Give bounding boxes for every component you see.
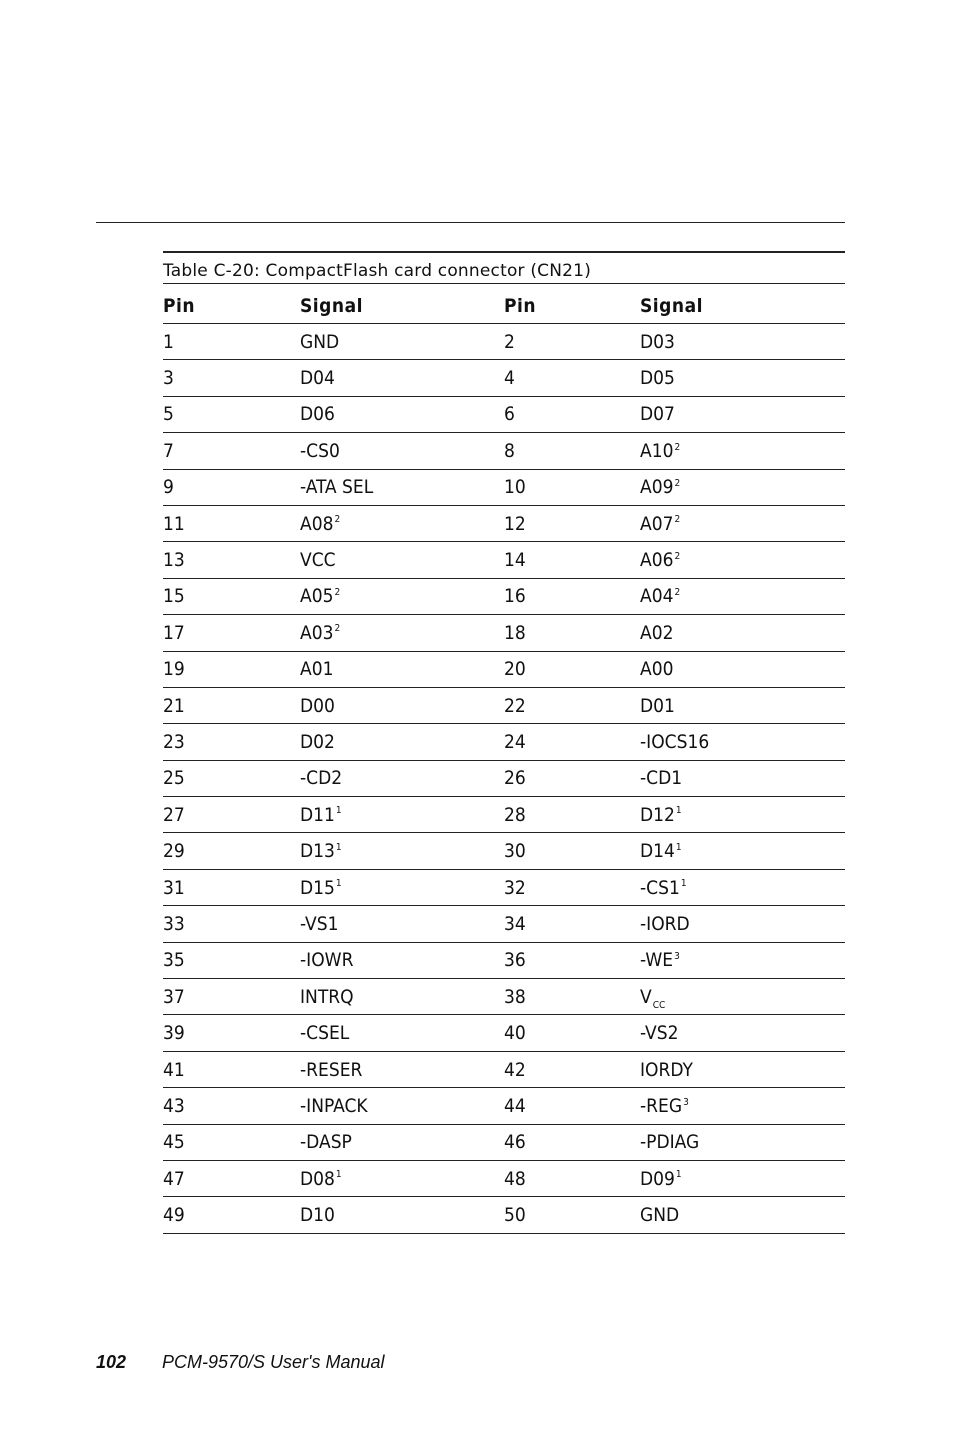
cell-text: D06	[300, 403, 335, 426]
cell-text: 13	[163, 549, 185, 572]
signal-name	[300, 731, 504, 753]
pin-number	[163, 877, 300, 899]
cell-text: A00	[640, 658, 674, 681]
cell-text: 12	[504, 512, 526, 535]
signal-name	[640, 440, 845, 462]
cell-text: 4	[504, 367, 515, 390]
cell-text: 18	[504, 621, 526, 644]
subscript: CC	[652, 999, 666, 1011]
cell-text: D15	[300, 876, 335, 899]
cell-text: A08	[300, 512, 334, 535]
cell-text: A05	[300, 585, 334, 608]
table-row	[163, 652, 845, 688]
signal-name	[640, 476, 845, 498]
table-row	[163, 433, 845, 469]
cell-text: 43	[163, 1094, 185, 1117]
signal-name	[640, 549, 845, 571]
pin-number	[163, 476, 300, 498]
table-row	[163, 906, 845, 942]
pin-number	[504, 767, 640, 789]
signal-name	[640, 585, 845, 607]
pin-number	[504, 986, 640, 1008]
pin-number	[504, 622, 640, 644]
pin-number	[504, 877, 640, 899]
pin-number	[504, 658, 640, 680]
cell-text: GND	[640, 1204, 680, 1227]
pin-number	[163, 1204, 300, 1226]
pin-number	[163, 949, 300, 971]
cell-text: D07	[640, 403, 675, 426]
cell-text: D01	[640, 694, 675, 717]
pin-number	[163, 1131, 300, 1153]
signal-name	[640, 949, 845, 971]
signal-name	[640, 731, 845, 753]
signal-name	[300, 367, 504, 389]
cell-text: -INPACK	[300, 1094, 368, 1117]
table-row	[163, 360, 845, 396]
pin-number	[504, 331, 640, 353]
cell-text: 50	[504, 1204, 526, 1227]
signal-name	[640, 804, 845, 826]
signal-name	[640, 1059, 845, 1081]
footnote-marker: 2	[674, 441, 681, 453]
cell-text: -DASP	[300, 1131, 352, 1154]
pin-number	[163, 731, 300, 753]
cell-text: IORDY	[640, 1058, 693, 1081]
pin-number	[504, 731, 640, 753]
table-row	[163, 979, 845, 1015]
signal-name	[300, 913, 504, 935]
table-row	[163, 506, 845, 542]
cell-text: -RESER	[300, 1058, 363, 1081]
signal-name	[300, 622, 504, 644]
pin-number	[504, 476, 640, 498]
signal-name	[300, 1204, 504, 1226]
pin-number	[504, 804, 640, 826]
cell-text: D03	[640, 330, 675, 353]
cell-text: 7	[163, 439, 174, 462]
cell-text: D12	[640, 803, 675, 826]
cell-text: A10	[640, 439, 674, 462]
table-row	[163, 1052, 845, 1088]
cell-text: D13	[300, 840, 335, 863]
signal-name	[300, 549, 504, 571]
cell-text: 33	[163, 912, 185, 935]
page-number: 102	[96, 1352, 127, 1372]
signal-name	[300, 949, 504, 971]
table-header-row	[163, 284, 845, 324]
cell-text: 10	[504, 476, 526, 499]
signal-name	[640, 695, 845, 717]
signal-name	[300, 585, 504, 607]
pin-number	[163, 1059, 300, 1081]
table-row	[163, 1125, 845, 1161]
cell-text: -IOWR	[300, 949, 354, 972]
pin-number	[504, 1095, 640, 1117]
table-row	[163, 833, 845, 869]
footnote-marker: 2	[674, 514, 681, 526]
cell-text: -REG	[640, 1094, 683, 1117]
signal-name	[300, 331, 504, 353]
cell-text: -PDIAG	[640, 1131, 700, 1154]
signal-name	[300, 1095, 504, 1117]
cell-text: -CSEL	[300, 1022, 350, 1045]
footnote-marker: 1	[335, 841, 342, 853]
signal-name	[300, 695, 504, 717]
cell-text: -CS1	[640, 876, 680, 899]
footnote-marker: 1	[680, 878, 687, 890]
footnote-marker: 2	[674, 477, 681, 489]
table-row	[163, 761, 845, 797]
cell-text: 25	[163, 767, 185, 790]
table-row	[163, 943, 845, 979]
cell-text: -CS0	[300, 439, 340, 462]
footnote-marker: 1	[335, 1169, 342, 1181]
pin-number	[504, 695, 640, 717]
cell-text: 29	[163, 840, 185, 863]
footnote-marker: 1	[335, 878, 342, 890]
cell-text: 27	[163, 803, 185, 826]
pin-number	[504, 403, 640, 425]
cell-text: V	[640, 985, 652, 1008]
signal-name	[300, 767, 504, 789]
cell-text: 28	[504, 803, 526, 826]
cell-text: 46	[504, 1131, 526, 1154]
signal-name	[640, 767, 845, 789]
table-row	[163, 324, 845, 360]
cell-text: 15	[163, 585, 185, 608]
pin-number	[504, 949, 640, 971]
pin-number	[163, 440, 300, 462]
cell-text: 5	[163, 403, 174, 426]
table-row	[163, 1088, 845, 1124]
cell-text: -VS2	[640, 1022, 679, 1045]
cell-text: D02	[300, 730, 335, 753]
pin-number	[504, 585, 640, 607]
cell-text: A06	[640, 549, 674, 572]
cell-text: -CD2	[300, 767, 343, 790]
signal-name	[300, 1022, 504, 1044]
cell-text: INTRQ	[300, 985, 354, 1008]
signal-name	[300, 1131, 504, 1153]
pin-number	[163, 1022, 300, 1044]
pin-number	[163, 331, 300, 353]
table-row	[163, 1161, 845, 1197]
footnote-marker: 3	[683, 1096, 689, 1108]
pin-number	[504, 1059, 640, 1081]
footnote-marker: 1	[675, 1169, 682, 1181]
cell-text: D11	[300, 803, 335, 826]
pin-number	[504, 549, 640, 571]
cell-text: 22	[504, 694, 526, 717]
cell-text: D00	[300, 694, 335, 717]
cell-text: 9	[163, 476, 174, 499]
cell-text: -IOCS16	[640, 730, 710, 753]
cell-text: 21	[163, 694, 185, 717]
footnote-marker: 1	[675, 805, 682, 817]
cell-text: 11	[163, 512, 185, 535]
signal-name	[640, 367, 845, 389]
signal-name	[640, 985, 845, 1011]
table-row	[163, 1015, 845, 1051]
cell-text: A02	[640, 621, 674, 644]
pin-number	[163, 1095, 300, 1117]
cell-text: VCC	[300, 549, 336, 572]
table-row	[163, 470, 845, 506]
cell-text: 48	[504, 1167, 526, 1190]
footnote-marker: 2	[334, 587, 341, 599]
cell-text: 49	[163, 1204, 185, 1227]
page-footer	[96, 1352, 385, 1373]
pin-number	[163, 585, 300, 607]
signal-name	[640, 1204, 845, 1226]
cell-text: D09	[640, 1167, 675, 1190]
signal-name	[640, 1022, 845, 1044]
signal-name	[640, 622, 845, 644]
pin-number	[504, 440, 640, 462]
table-row	[163, 1197, 845, 1233]
table-row	[163, 542, 845, 578]
pin-number	[504, 1204, 640, 1226]
pin-number	[504, 513, 640, 535]
footnote-marker: 2	[334, 623, 341, 635]
cell-text: 30	[504, 840, 526, 863]
cell-text: 35	[163, 949, 185, 972]
cell-text: 38	[504, 985, 526, 1008]
cell-text: 20	[504, 658, 526, 681]
cell-text: 6	[504, 403, 515, 426]
cell-text: 19	[163, 658, 185, 681]
signal-name	[300, 1168, 504, 1190]
signal-name	[300, 1059, 504, 1081]
signal-name	[640, 877, 845, 899]
cell-text: 24	[504, 730, 526, 753]
cell-text: A03	[300, 621, 334, 644]
header-signal: Signal	[300, 295, 363, 317]
table-row	[163, 397, 845, 433]
pin-number	[163, 804, 300, 826]
pin-number	[163, 986, 300, 1008]
header-signal: Signal	[640, 295, 703, 317]
pin-number	[163, 513, 300, 535]
table-row	[163, 688, 845, 724]
cell-text: A07	[640, 512, 674, 535]
pin-number	[163, 367, 300, 389]
table-row	[163, 724, 845, 760]
cell-text: 2	[504, 330, 515, 353]
cell-text: A04	[640, 585, 674, 608]
cell-text: 47	[163, 1167, 185, 1190]
cell-text: 3	[163, 367, 174, 390]
table-row	[163, 579, 845, 615]
cell-text: 34	[504, 912, 526, 935]
pin-number	[504, 1168, 640, 1190]
cell-text: 45	[163, 1131, 185, 1154]
signal-name	[640, 403, 845, 425]
cell-text: 1	[163, 330, 174, 353]
table-row	[163, 615, 845, 651]
table-caption: Table C-20: CompactFlash card connector (CN21)	[163, 251, 845, 284]
footnote-marker: 1	[675, 841, 682, 853]
cell-text: 36	[504, 949, 526, 972]
cell-text: 42	[504, 1058, 526, 1081]
cell-text: 23	[163, 730, 185, 753]
header-rule	[96, 222, 845, 223]
cell-text: D10	[300, 1204, 335, 1227]
signal-name	[640, 1095, 845, 1117]
footnote-marker: 2	[674, 550, 681, 562]
cell-text: -CD1	[640, 767, 683, 790]
cell-text: D08	[300, 1167, 335, 1190]
manual-title: PCM-9570/S User's Manual	[162, 1352, 385, 1372]
cell-text: 44	[504, 1094, 526, 1117]
cell-text: 16	[504, 585, 526, 608]
cell-text: A01	[300, 658, 334, 681]
signal-name	[300, 804, 504, 826]
cell-text: 26	[504, 767, 526, 790]
pin-number	[163, 695, 300, 717]
pin-number	[504, 913, 640, 935]
signal-name	[640, 658, 845, 680]
cell-text: 39	[163, 1022, 185, 1045]
signal-name	[300, 658, 504, 680]
pin-number	[504, 1131, 640, 1153]
pin-table	[163, 251, 845, 1234]
cell-text: 40	[504, 1022, 526, 1045]
pin-number	[163, 658, 300, 680]
pin-number	[163, 403, 300, 425]
cell-text: 8	[504, 439, 515, 462]
table-row	[163, 797, 845, 833]
signal-name	[640, 913, 845, 935]
footnote-marker: 3	[674, 951, 680, 962]
cell-text: 37	[163, 985, 185, 1008]
cell-text: -IORD	[640, 912, 690, 935]
pin-number	[163, 767, 300, 789]
signal-name	[640, 840, 845, 862]
signal-name	[640, 331, 845, 353]
signal-name	[300, 840, 504, 862]
pin-number	[163, 622, 300, 644]
cell-text: 14	[504, 549, 526, 572]
cell-text: D14	[640, 840, 675, 863]
cell-text: D05	[640, 367, 675, 390]
pin-number	[163, 549, 300, 571]
signal-name	[640, 513, 845, 535]
cell-text: -VS1	[300, 912, 339, 935]
cell-text: 32	[504, 876, 526, 899]
signal-name	[640, 1131, 845, 1153]
cell-text: -ATA SEL	[300, 476, 374, 499]
table-row	[163, 870, 845, 906]
cell-text: GND	[300, 330, 340, 353]
cell-text: A09	[640, 476, 674, 499]
pin-number	[163, 913, 300, 935]
pin-number	[163, 1168, 300, 1190]
cell-text: 31	[163, 876, 185, 899]
signal-name	[300, 440, 504, 462]
pin-number	[504, 840, 640, 862]
footnote-marker: 2	[674, 587, 681, 599]
cell-text: -WE	[640, 949, 674, 972]
signal-name	[640, 1168, 845, 1190]
signal-name	[300, 986, 504, 1008]
cell-text: 41	[163, 1058, 185, 1081]
pin-number	[163, 840, 300, 862]
pin-number	[504, 367, 640, 389]
header-pin: Pin	[504, 295, 537, 317]
signal-name	[300, 403, 504, 425]
signal-name	[300, 476, 504, 498]
header-pin: Pin	[163, 295, 196, 317]
cell-text: D04	[300, 367, 335, 390]
footnote-marker: 2	[334, 514, 341, 526]
signal-name	[300, 877, 504, 899]
pin-number	[504, 1022, 640, 1044]
cell-text: 17	[163, 621, 185, 644]
table-body	[163, 324, 845, 1234]
signal-name	[300, 513, 504, 535]
footnote-marker: 1	[335, 805, 342, 817]
